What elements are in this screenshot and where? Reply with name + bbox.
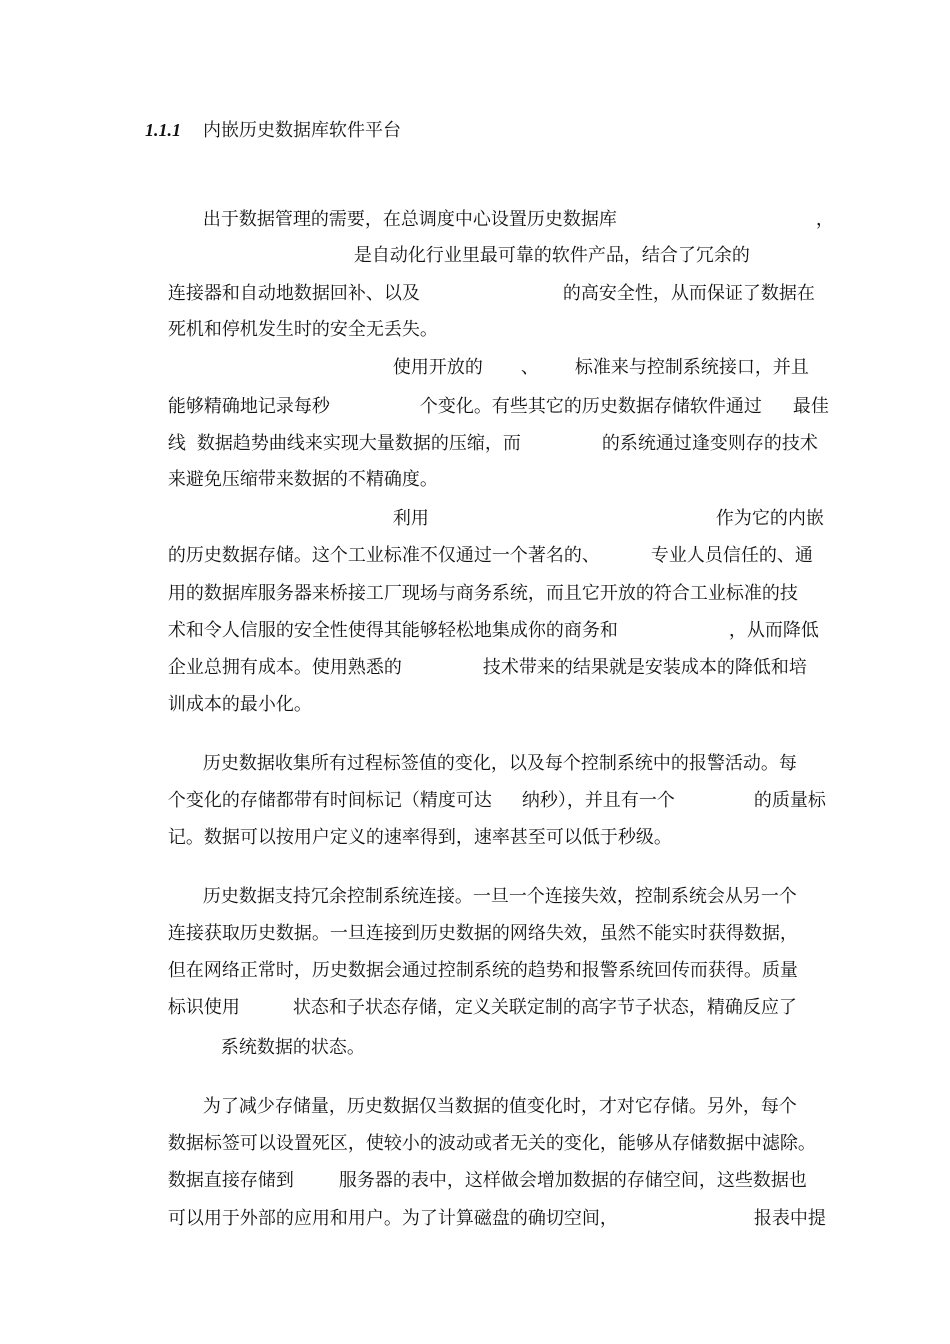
text-segment: 连接器和自动地数据回补、以及 <box>167 283 420 304</box>
text-segment: 的系统通过逢变则存的技术 <box>601 433 818 454</box>
text-segment: 为了减少存储量，历史数据仅当数据的值变化时，才对它存储。另外，每个 <box>202 1096 797 1117</box>
text-segment: 的高安全性，从而保证了数据在 <box>562 283 815 304</box>
section-title: 内嵌历史数据库软件平台 <box>203 120 401 141</box>
text-segment: 使用开放的 <box>392 357 483 378</box>
text-segment: ，从而降低 <box>728 620 819 641</box>
paragraph-4-line-2-c <box>731 762 826 840</box>
text-segment: 来避免压缩带来数据的不精确度。 <box>167 469 438 490</box>
text-segment: 企业总拥有成本。使用熟悉的 <box>167 657 402 678</box>
paragraph-2-line-3-c <box>579 405 818 483</box>
paragraph-1-line-1-tail <box>793 181 834 259</box>
paragraph-3-line-5-b <box>460 629 807 707</box>
text-segment: 最佳 <box>792 396 829 417</box>
text-segment: 个变化的存储都带有时间标记（精度可达 <box>167 790 492 811</box>
section-heading <box>145 117 401 144</box>
text-segment: 的历史数据存储。这个工业标准不仅通过一个著名的、 <box>167 545 600 566</box>
text-segment: 、 <box>520 357 539 378</box>
text-segment: 技术带来的结果就是安装成本的降低和培 <box>482 657 807 678</box>
text-segment: 作为它的内嵌 <box>715 508 824 529</box>
text-segment: 历史数据收集所有过程标签值的变化，以及每个控制系统中的报警活动。每 <box>202 753 797 774</box>
text-segment: 死机和停机发生时的安全无丢失。 <box>167 319 438 340</box>
text-segment: 出于数据管理的需要，在总调度中心设置历史数据库 <box>202 209 617 230</box>
text-segment: 用的数据库服务器来桥接工厂现场与商务系统，而且它开放的符合工业标准的技 <box>167 583 798 604</box>
text-segment: 专业人员信任的、通 <box>650 545 813 566</box>
text-segment: ， <box>815 209 834 230</box>
text-segment: 可以用于外部的应用和用户。为了计算磁盘的确切空间， <box>167 1208 618 1229</box>
text-segment: 但在网络正常时，历史数据会通过控制系统的趋势和报警系统回传而获得。质量 <box>167 960 798 981</box>
text-segment: 利用 <box>392 508 429 529</box>
text-segment: 线 <box>167 433 186 454</box>
text-segment: 报表中提 <box>753 1208 826 1229</box>
text-segment: 的质量标 <box>753 790 826 811</box>
text-segment: 数据趋势曲线来实现大量数据的压缩，而 <box>196 433 521 454</box>
paragraph-6-line-4-a <box>145 1180 618 1258</box>
text-segment: 标准来与控制系统接口，并且 <box>574 357 809 378</box>
section-number: 1.1.1 <box>145 120 181 140</box>
text-segment: 能够精确地记录每秒 <box>167 396 330 417</box>
text-segment: 标识使用 <box>167 997 240 1018</box>
paragraph-1-line-3-tail <box>540 255 815 333</box>
paragraph-6-line-4-b <box>731 1180 826 1258</box>
text-segment: 记。数据可以按用户定义的速率得到，速率甚至可以低于秒级。 <box>167 827 672 848</box>
text-segment: 是自动化行业里最可靠的软件产品，结合了冗余的 <box>353 245 750 266</box>
text-segment: 训成本的最小化。 <box>167 694 312 715</box>
text-segment: 系统数据的状态。 <box>220 1037 365 1058</box>
text-segment: 术和令人信服的安全性使得其能够轻松地集成你的商务和 <box>167 620 618 641</box>
text-segment: 服务器的表中，这样做会增加数据的存储空间，这些数据也 <box>338 1170 807 1191</box>
text-segment: 历史数据支持冗余控制系统连接。一旦一个连接失效，控制系统会从另一个 <box>202 886 797 907</box>
text-segment: 数据直接存储到 <box>167 1170 294 1191</box>
text-segment: 个变化。有些其它的历史数据存储软件通过 <box>419 396 762 417</box>
text-segment: 数据标签可以设置死区，使较小的波动或者无关的变化，能够从存储数据中滤除。 <box>167 1133 816 1154</box>
text-segment: 纳秒），并且有一个 <box>521 790 675 811</box>
text-segment: 连接获取历史数据。一旦连接到历史数据的网络失效，虽然不能实时获得数据， <box>167 923 798 944</box>
text-segment: 状态和子状态存储，定义关联定制的高字节子状态，精确反应了 <box>292 997 797 1018</box>
